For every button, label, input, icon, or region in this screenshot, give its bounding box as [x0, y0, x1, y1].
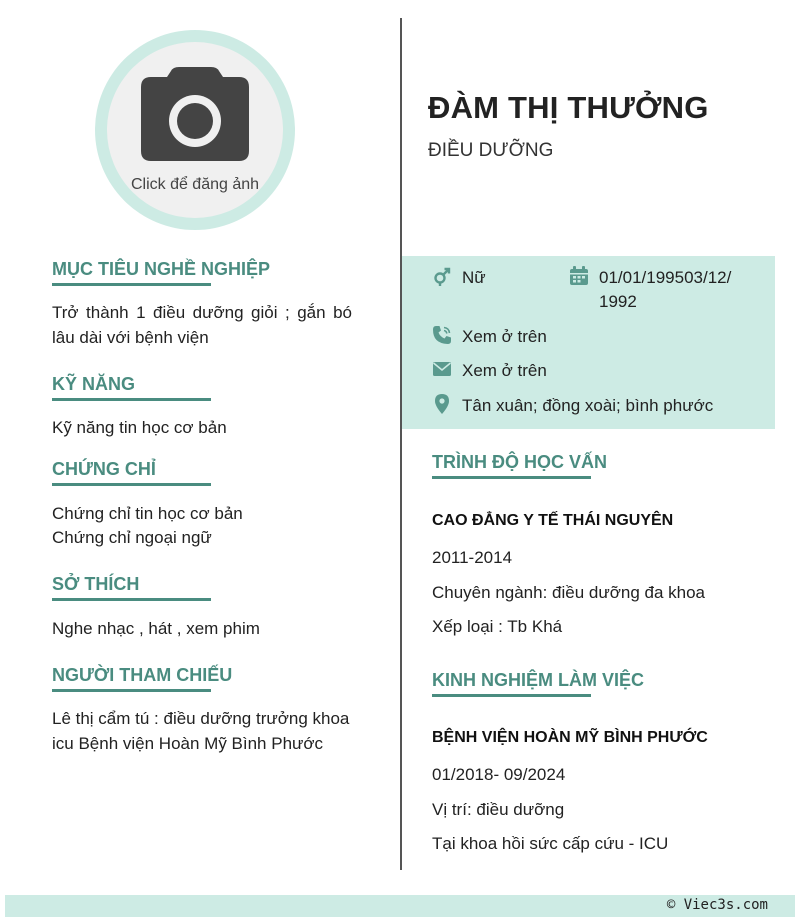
- camera-icon: [141, 67, 249, 161]
- school-name: CAO ĐẲNG Y TẾ THÁI NGUYÊN: [432, 512, 674, 529]
- certificates-title: CHỨNG CHỈ: [52, 459, 156, 479]
- skills-text: Kỹ năng tin học cơ bản: [52, 418, 227, 437]
- experience-role: Vị trí: điều dưỡng: [432, 800, 565, 819]
- certificate-item: Chứng chỉ ngoại ngữ: [52, 528, 212, 547]
- location-icon: [432, 394, 452, 414]
- references-text: Lê thị cẩm tú : điều dưỡng trưởng khoa icu Bệnh viện Hoàn Mỹ Bình Phước: [52, 709, 350, 753]
- education-years: 2011-2014: [432, 548, 513, 567]
- experience-title: KINH NGHIỆM LÀM VIỆC: [432, 670, 645, 690]
- avatar-placeholder[interactable]: [107, 42, 283, 218]
- calendar-icon: [569, 266, 589, 286]
- objective-underline: [52, 283, 211, 286]
- address-value: Tân xuân; đồng xoài; bình phước: [462, 396, 714, 415]
- education-grade: Xếp loại : Tb Khá: [432, 617, 563, 636]
- hobbies-underline: [52, 598, 211, 601]
- hobbies-text: Nghe nhạc , hát , xem phim: [52, 619, 260, 638]
- skills-title: KỸ NĂNG: [52, 374, 136, 394]
- company-name: BỆNH VIỆN HOÀN MỸ BÌNH PHƯỚC: [432, 729, 708, 746]
- objective-title: MỤC TIÊU NGHỀ NGHIỆP: [52, 259, 271, 279]
- email-value: Xem ở trên: [462, 361, 547, 380]
- certificate-item: Chứng chỉ tin học cơ bản: [52, 504, 243, 523]
- footer-credit[interactable]: © Viec3s.com: [666, 897, 768, 913]
- candidate-name: ĐÀM THỊ THƯỞNG: [428, 90, 709, 125]
- phone-value: Xem ở trên: [462, 327, 547, 346]
- education-major: Chuyên ngành: điều dưỡng đa khoa: [432, 583, 706, 602]
- email-icon: [432, 359, 452, 379]
- education-underline: [432, 476, 591, 479]
- avatar-upload[interactable]: [95, 30, 295, 230]
- hobbies-title: SỞ THÍCH: [52, 574, 140, 594]
- certificates-underline: [52, 483, 211, 486]
- objective-text: Trở thành 1 điều dưỡng giỏi ; gắn bó lâu dài với bệnh viện: [52, 303, 352, 347]
- job-title: ĐIỀU DƯỠNG: [428, 140, 554, 161]
- references-underline: [52, 689, 211, 692]
- footer-bar: [5, 895, 795, 917]
- dob-value: 01/01/199503/12/1992: [599, 268, 732, 311]
- column-divider: [400, 18, 402, 870]
- experience-period: 01/2018- 09/2024: [432, 765, 566, 784]
- references-title: NGƯỜI THAM CHIẾU: [52, 665, 233, 685]
- experience-dept: Tại khoa hồi sức cấp cứu - ICU: [432, 834, 669, 853]
- gender-icon: [432, 266, 452, 286]
- skills-underline: [52, 398, 211, 401]
- gender-value: Nữ: [462, 268, 486, 287]
- phone-icon: [432, 325, 452, 345]
- avatar-caption: Click để đăng ảnh: [130, 176, 260, 193]
- experience-underline: [432, 694, 591, 697]
- education-title: TRÌNH ĐỘ HỌC VẤN: [432, 452, 607, 472]
